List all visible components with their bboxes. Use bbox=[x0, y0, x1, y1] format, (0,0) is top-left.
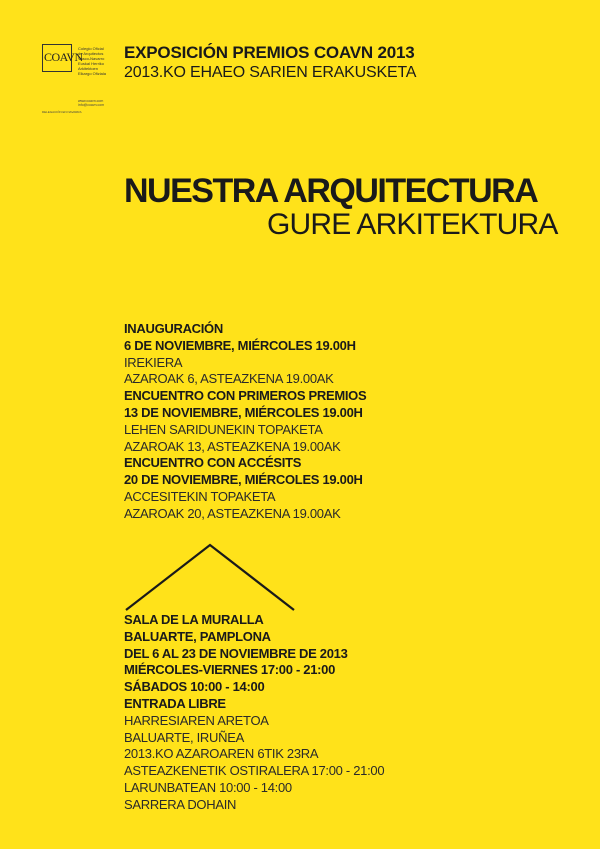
event-name: ENCUENTRO CON ACCÉSITS bbox=[124, 455, 302, 471]
logo-email: info@coavn.com bbox=[78, 103, 105, 107]
venue-line-eu: 2013.KO AZAROAREN 6TIK 23RA bbox=[124, 746, 319, 762]
event-date-eu: AZAROAK 20, ASTEAZKENA 19.00AK bbox=[124, 505, 341, 521]
logo-delegation: DELEGACIÓN EN NAVARRA bbox=[42, 110, 82, 114]
logo-contact bbox=[78, 99, 104, 107]
event-date: 6 DE NOVIEMBRE, MIÉRCOLES 19.00H bbox=[124, 337, 356, 353]
venue-line: DEL 6 AL 23 DE NOVIEMBRE DE 2013 bbox=[124, 645, 348, 661]
venue-line: ENTRADA LIBRE bbox=[124, 695, 226, 711]
logo-text bbox=[78, 46, 110, 76]
logo-website: www.coavn.com bbox=[78, 99, 104, 103]
venue-line-eu: ASTEAZKENETIK OSTIRALERA 17:00 - 21:00 bbox=[124, 763, 385, 779]
logo-line: de Arquitectos bbox=[78, 51, 104, 56]
venue-line-eu: LARUNBATEAN 10:00 - 14:00 bbox=[124, 779, 292, 795]
venue-line: SÁBADOS 10:00 - 14:00 bbox=[124, 679, 265, 695]
event-name-eu: IREKIERA bbox=[124, 354, 183, 370]
event-name: ENCUENTRO CON PRIMEROS PREMIOS bbox=[124, 388, 367, 404]
venue-line-eu: SARRERA DOHAIN bbox=[124, 796, 237, 812]
event-date-eu: AZAROAK 6, ASTEAZKENA 19.00AK bbox=[124, 371, 334, 387]
event-name-eu: ACCESITEKIN TOPAKETA bbox=[124, 488, 276, 504]
logo-line: Colegio Oficial bbox=[78, 46, 104, 51]
logo-frame bbox=[42, 44, 83, 72]
event-date: 13 DE NOVIEMBRE, MIÉRCOLES 19.00H bbox=[124, 404, 363, 420]
venue-line-eu: BALUARTE, IRUÑEA bbox=[124, 729, 244, 745]
roof-outline bbox=[126, 545, 294, 610]
logo-line: Elkargo Ofiziala bbox=[78, 71, 107, 76]
venue-line-eu: HARRESIAREN ARETOA bbox=[124, 712, 269, 728]
venue-line: BALUARTE, PAMPLONA bbox=[124, 628, 271, 644]
logo-line: Euskal Herriko bbox=[78, 61, 105, 66]
main-title-eu: GURE ARKITEKTURA bbox=[267, 208, 558, 241]
logo-mark: COAVN bbox=[44, 50, 83, 64]
venue-line: SALA DE LA MURALLA bbox=[124, 612, 264, 627]
logo-line: Vasco-Navarro bbox=[78, 56, 105, 61]
event-name: INAUGURACIÓN bbox=[124, 321, 223, 336]
events-list bbox=[124, 321, 366, 523]
exhibition-title: EXPOSICIÓN PREMIOS COAVN 2013 bbox=[124, 43, 415, 62]
event-date-eu: AZAROAK 13, ASTEAZKENA 19.00AK bbox=[124, 438, 341, 454]
coavn-logo bbox=[42, 44, 110, 112]
event-date: 20 DE NOVIEMBRE, MIÉRCOLES 19.00H bbox=[124, 472, 363, 488]
exhibition-title-eu: 2013.KO EHAEO SARIEN ERAKUSKETA bbox=[124, 64, 417, 81]
main-title: NUESTRA ARQUITECTURA bbox=[124, 172, 538, 210]
logo-line: Arkitektoen bbox=[78, 66, 99, 71]
roof-icon bbox=[124, 542, 296, 612]
venue-info bbox=[124, 612, 384, 814]
venue-line: MIÉRCOLES-VIERNES 17:00 - 21:00 bbox=[124, 662, 336, 678]
event-name-eu: LEHEN SARIDUNEKIN TOPAKETA bbox=[124, 421, 323, 437]
